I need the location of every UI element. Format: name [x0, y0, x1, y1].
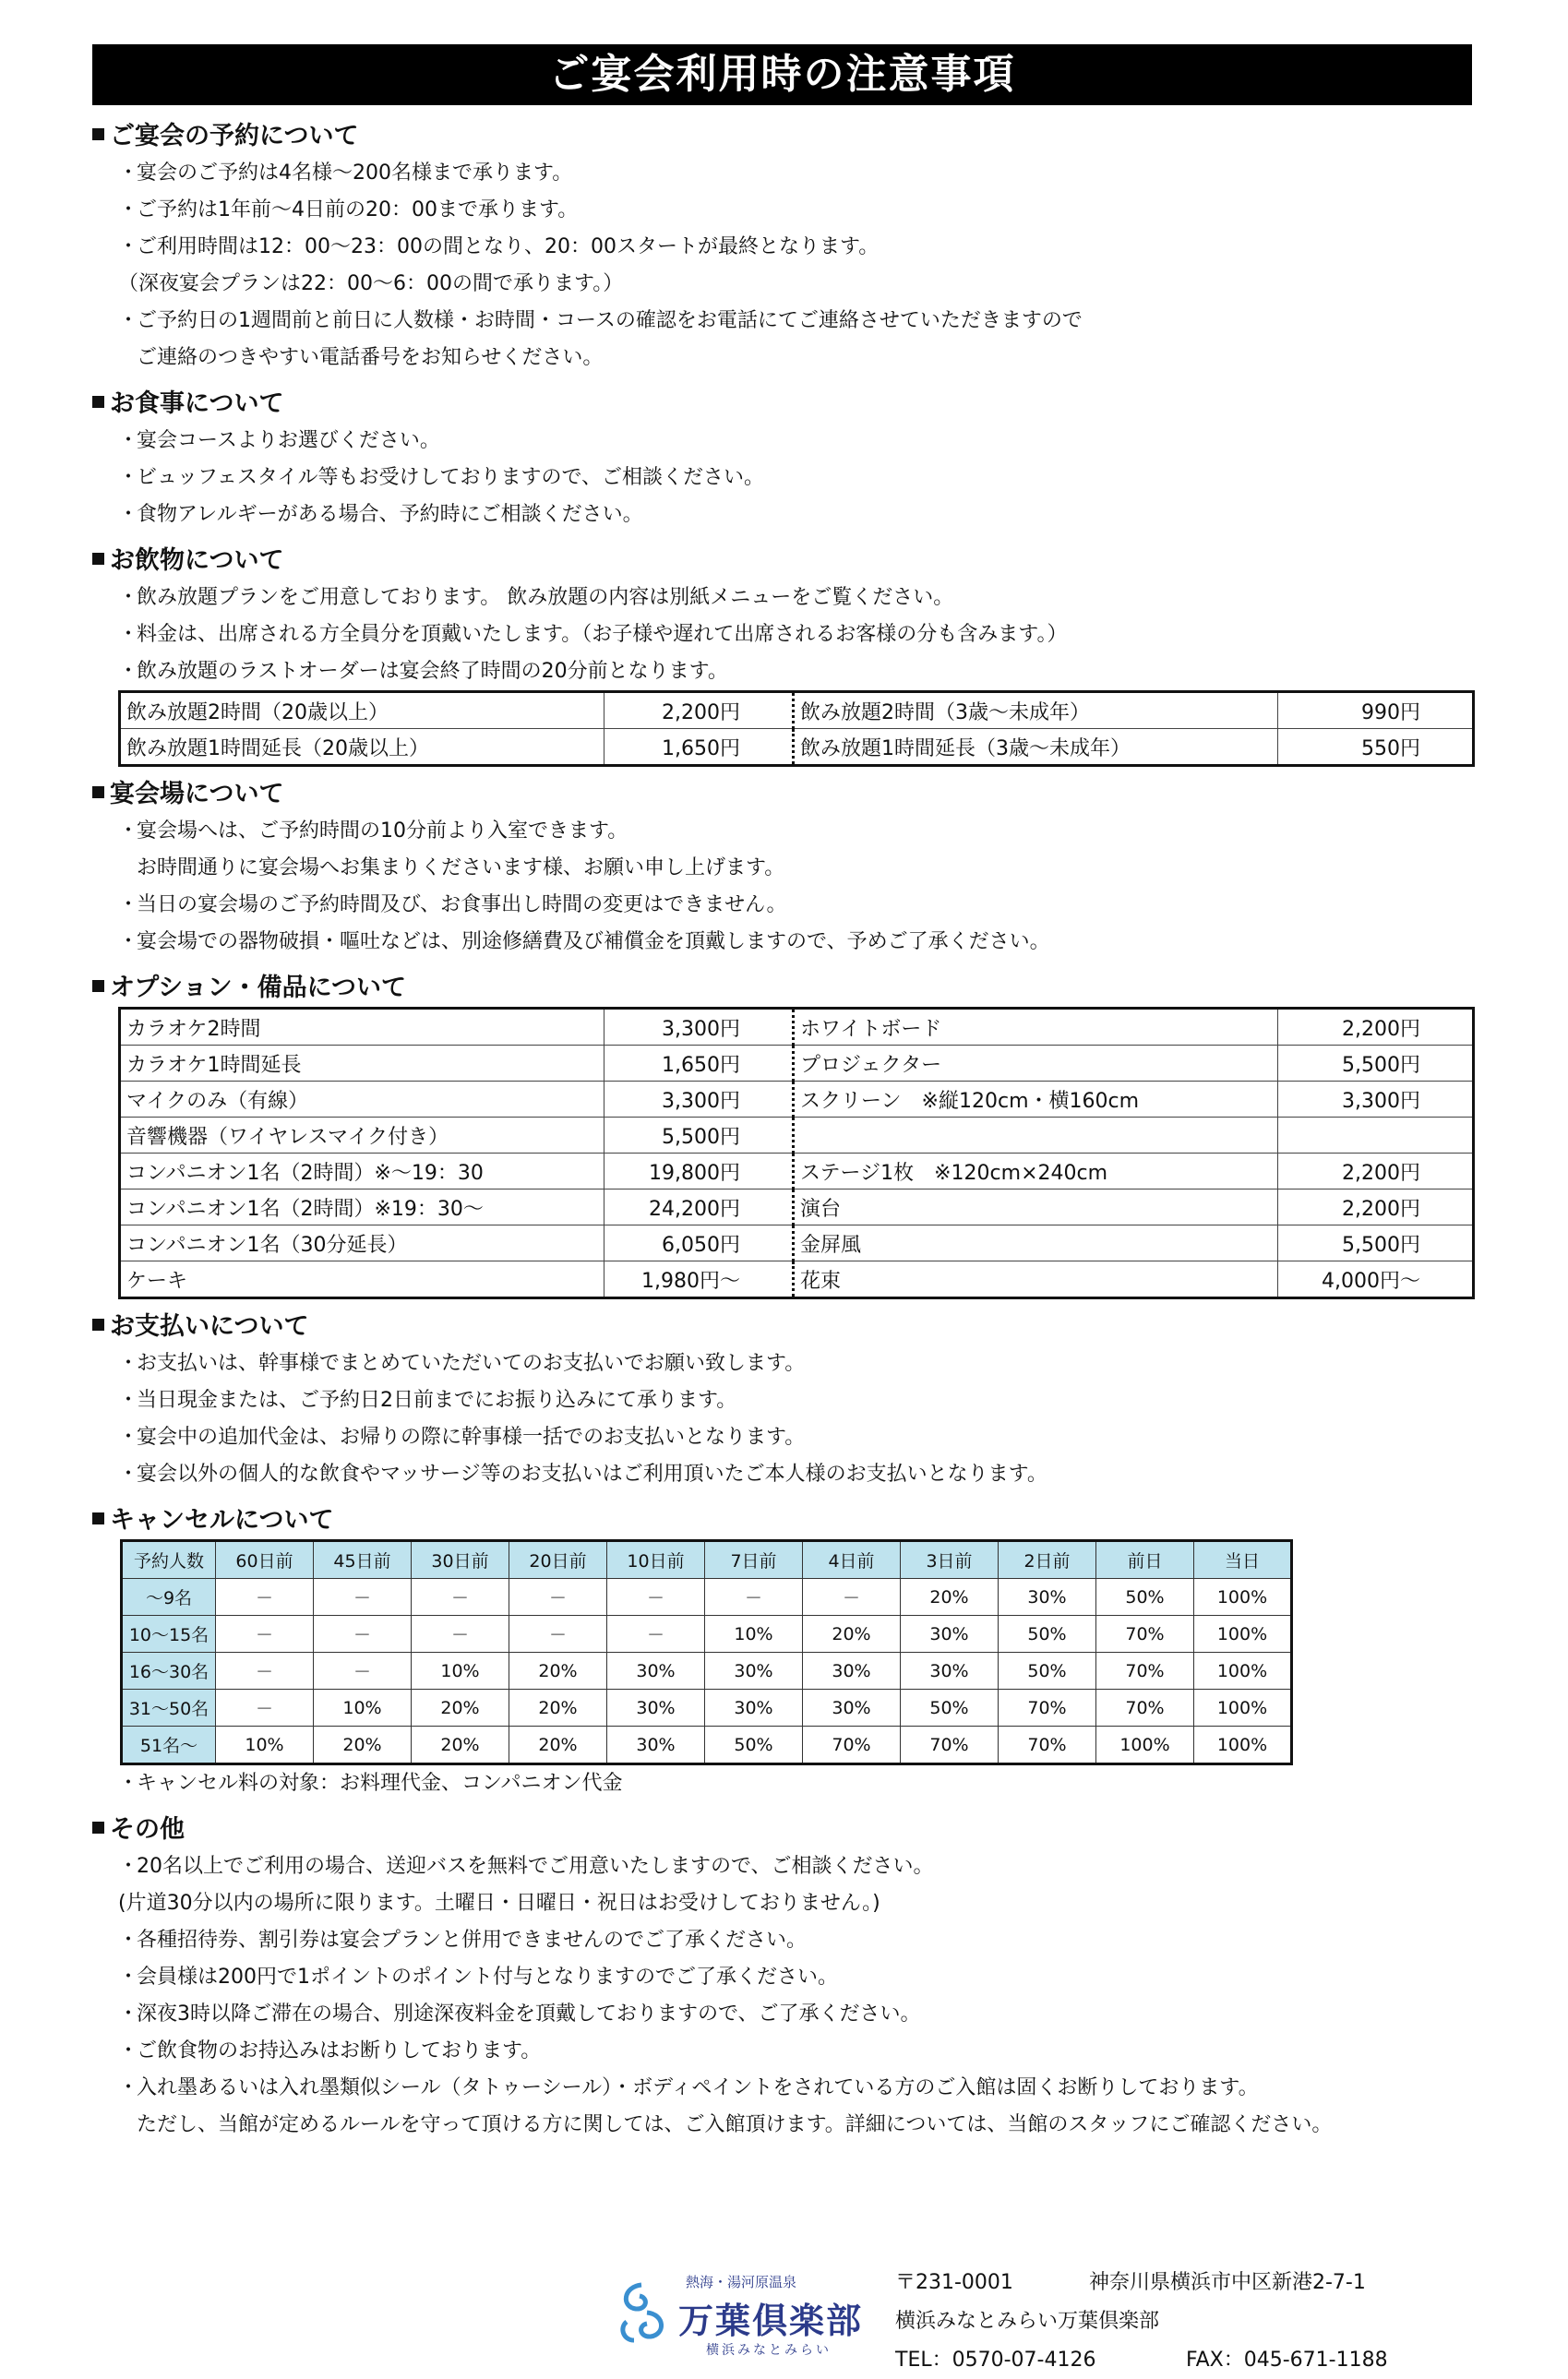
fee-cell: 20% [509, 1653, 607, 1690]
table-row [120, 1261, 1474, 1298]
list-item: ・ご予約日の1週間前と前日に人数様・お時間・コースの確認をお電話にてご連絡させていただきますので [118, 309, 1083, 332]
fee-cell: 50% [999, 1616, 1096, 1653]
section-heading-drinks: お飲物について [92, 543, 1472, 580]
fee-cell: 20% [803, 1616, 901, 1653]
column-header: 予約人数 [122, 1541, 216, 1579]
fee-cell: － [705, 1579, 803, 1616]
item-price-cell: 1,980円～ [604, 1261, 794, 1298]
list-item: （深夜宴会プランは22：00～6：00の間で承ります。） [118, 272, 624, 295]
fee-cell: 70% [803, 1727, 901, 1764]
fee-cell: 30% [999, 1579, 1096, 1616]
fee-cell: 20% [314, 1727, 412, 1764]
item-name-cell: 飲み放題2時間（3歳～未成年） [794, 692, 1278, 729]
square-bullet-icon [92, 553, 104, 565]
section-heading-venue: 宴会場について [92, 776, 1472, 813]
square-bullet-icon [92, 128, 104, 140]
row-header: 51名～ [122, 1727, 216, 1764]
fee-cell: 20% [509, 1727, 607, 1764]
row-header: 10～15名 [122, 1616, 216, 1653]
item-name-cell: コンパニオン1名（2時間）※～19：30 [120, 1154, 604, 1190]
list-item: ・お支払いは、幹事様でまとめていただいてのお支払いでお願い致します。 [118, 1352, 806, 1375]
square-bullet-icon [92, 980, 104, 992]
list-item: ・宴会コースよりお選びください。 [118, 429, 440, 452]
fee-cell: 30% [803, 1653, 901, 1690]
fee-cell: 100% [1096, 1727, 1194, 1764]
item-price-cell: 2,200円 [1278, 1154, 1474, 1190]
table-row [122, 1653, 1292, 1690]
fee-cell: 70% [1096, 1616, 1194, 1653]
item-name-cell: 飲み放題1時間延長（20歳以上） [120, 729, 604, 766]
fee-cell: 30% [803, 1690, 901, 1727]
item-price-cell: 5,500円 [604, 1118, 794, 1154]
fee-cell: 30% [705, 1653, 803, 1690]
item-price-cell [1278, 1118, 1474, 1154]
section-heading-other: その他 [92, 1811, 1472, 1848]
list-item: ・各種招待券、割引券は宴会プランと併用できませんのでご了承ください。 [118, 1929, 808, 1952]
postal-code: 〒231-0001 [895, 2271, 1013, 2294]
fee-cell: 70% [901, 1727, 999, 1764]
item-name-cell: ステージ1枚 ※120cm×240cm [794, 1154, 1278, 1190]
fee-cell: 10% [705, 1616, 803, 1653]
fee-cell: 100% [1194, 1727, 1292, 1764]
logo-name: 万葉倶楽部 [678, 2301, 864, 2341]
fee-cell: － [314, 1616, 412, 1653]
fee-cell: 10% [412, 1653, 509, 1690]
column-header: 3日前 [901, 1541, 999, 1579]
logo-tagline: 熱海・湯河原温泉 [686, 2274, 797, 2290]
table-row [120, 692, 1474, 729]
fee-cell: 70% [1096, 1653, 1194, 1690]
fee-cell: 20% [509, 1690, 607, 1727]
square-bullet-icon [92, 1512, 104, 1524]
table-row [120, 1046, 1474, 1082]
fee-cell: － [216, 1653, 314, 1690]
fee-cell: 100% [1194, 1653, 1292, 1690]
item-name-cell: 飲み放題1時間延長（3歳～未成年） [794, 729, 1278, 766]
fax-number: FAX：045-671-1188 [1186, 2349, 1388, 2372]
list-item: ・当日現金または、ご予約日2日前までにお振り込みにて承ります。 [118, 1389, 737, 1412]
item-price-cell: 550円 [1278, 729, 1474, 766]
column-header: 45日前 [314, 1541, 412, 1579]
fee-cell: 50% [1096, 1579, 1194, 1616]
fee-cell: － [509, 1579, 607, 1616]
fee-cell: 70% [1096, 1690, 1194, 1727]
item-price-cell: 2,200円 [604, 692, 794, 729]
item-price-cell: 2,200円 [1278, 1009, 1474, 1046]
table-row [120, 1118, 1474, 1154]
list-item: ご連絡のつきやすい電話番号をお知らせください。 [137, 346, 604, 369]
fee-cell: 30% [901, 1653, 999, 1690]
column-header: 20日前 [509, 1541, 607, 1579]
item-price-cell: 1,650円 [604, 729, 794, 766]
item-price-cell: 24,200円 [604, 1190, 794, 1225]
fee-cell: － [314, 1653, 412, 1690]
phone-number: TEL：0570-07-4126 [895, 2349, 1096, 2372]
logo-subtitle: 横浜みなとみらい [706, 2343, 832, 2358]
table-row [120, 1154, 1474, 1190]
table-row [120, 1082, 1474, 1118]
table-row [120, 1190, 1474, 1225]
row-header: 16～30名 [122, 1653, 216, 1690]
item-name-cell: 飲み放題2時間（20歳以上） [120, 692, 604, 729]
fee-cell: 30% [705, 1690, 803, 1727]
fee-cell: 10% [216, 1727, 314, 1764]
list-item: ・宴会場へは、ご予約時間の10分前より入室できます。 [118, 819, 628, 843]
item-name-cell: 花束 [794, 1261, 1278, 1298]
page-title: ご宴会利用時の注意事項 [92, 44, 1472, 105]
table-row [120, 1009, 1474, 1046]
list-item: ・会員様は200円で1ポイントのポイント付与となりますのでご了承ください。 [118, 1966, 838, 1989]
list-item: ・料金は、出席される方全員分を頂戴いたします。（お子様や遅れて出席されるお客様の分も含みます。） [118, 623, 1068, 646]
item-name-cell: マイクのみ（有線） [120, 1082, 604, 1118]
item-name-cell: コンパニオン1名（30分延長） [120, 1225, 604, 1261]
address: 神奈川県横浜市中区新港2-7-1 [1089, 2271, 1366, 2294]
item-name-cell: スクリーン ※縦120cm・横160cm [794, 1082, 1278, 1118]
column-header: 60日前 [216, 1541, 314, 1579]
fee-cell: 100% [1194, 1579, 1292, 1616]
facility-name: 横浜みなとみらい万葉倶楽部 [895, 2310, 1160, 2333]
fee-cell: － [216, 1579, 314, 1616]
list-item: ・ビュッフェスタイル等もお受けしておりますので、ご相談ください。 [118, 466, 765, 489]
fee-cell: 30% [607, 1690, 705, 1727]
list-item: (片道30分以内の場所に限ります。土曜日・日曜日・祝日はお受けしておりません。) [118, 1892, 880, 1915]
footer [92, 2259, 1472, 2379]
section-heading-cancel: キャンセルについて [92, 1502, 1472, 1539]
item-name-cell: カラオケ1時間延長 [120, 1046, 604, 1082]
list-item: ただし、当館が定めるルールを守って頂ける方に関しては、ご入館頂けます。詳細については、当館のスタッフにご確認ください。 [137, 2113, 1333, 2136]
row-header: ～9名 [122, 1579, 216, 1616]
cancel-fee-table [120, 1539, 1293, 1765]
item-name-cell [794, 1118, 1278, 1154]
table-row [122, 1616, 1292, 1653]
item-price-cell: 3,300円 [604, 1009, 794, 1046]
fee-cell: 20% [901, 1579, 999, 1616]
item-name-cell: 音響機器（ワイヤレスマイク付き） [120, 1118, 604, 1154]
item-price-cell: 3,300円 [604, 1082, 794, 1118]
item-price-cell: 1,650円 [604, 1046, 794, 1082]
list-item: ・ご予約は1年前～4日前の20：00まで承ります。 [118, 198, 579, 221]
table-row [122, 1690, 1292, 1727]
table-row [122, 1727, 1292, 1764]
fee-cell: － [216, 1616, 314, 1653]
item-price-cell: 3,300円 [1278, 1082, 1474, 1118]
list-item: ・宴会以外の個人的な飲食やマッサージ等のお支払いはご利用頂いたご本人様のお支払いとなります。 [118, 1463, 1047, 1486]
list-item: ・ご利用時間は12：00～23：00の間となり、20：00スタートが最終となります。 [118, 235, 880, 258]
column-header: 30日前 [412, 1541, 509, 1579]
section-heading-reservation: ご宴会の予約について [92, 118, 1472, 155]
table-row [120, 729, 1474, 766]
fee-cell: － [607, 1616, 705, 1653]
fee-cell: － [216, 1690, 314, 1727]
item-name-cell: カラオケ2時間 [120, 1009, 604, 1046]
fee-cell: 10% [314, 1690, 412, 1727]
fee-cell: 50% [999, 1653, 1096, 1690]
fee-cell: 100% [1194, 1616, 1292, 1653]
section-heading-meal: お食事について [92, 386, 1472, 423]
fee-cell: － [412, 1616, 509, 1653]
item-price-cell: 2,200円 [1278, 1190, 1474, 1225]
list-item: ・深夜3時以降ご滞在の場合、別途深夜料金を頂戴しておりますので、ご了承ください。 [118, 2002, 921, 2026]
item-price-cell: 19,800円 [604, 1154, 794, 1190]
section-heading-payment: お支払いについて [92, 1309, 1472, 1345]
list-item: ・入れ墨あるいは入れ墨類似シール（タトゥーシール）・ボディペイントをされている方のご入館は固くお断りしております。 [118, 2076, 1259, 2099]
section-heading-options: オプション・備品について [92, 970, 1472, 1007]
fee-cell: 70% [999, 1690, 1096, 1727]
table-row [122, 1579, 1292, 1616]
item-name-cell: ケーキ [120, 1261, 604, 1298]
item-price-cell: 5,500円 [1278, 1046, 1474, 1082]
column-header: 4日前 [803, 1541, 901, 1579]
fee-cell: － [412, 1579, 509, 1616]
item-name-cell: 金屏風 [794, 1225, 1278, 1261]
fee-cell: － [803, 1579, 901, 1616]
cancel-note: ・キャンセル料の対象：お料理代金、コンパニオン代金 [118, 1772, 623, 1795]
fee-cell: － [607, 1579, 705, 1616]
item-price-cell: 4,000円～ [1278, 1261, 1474, 1298]
fee-cell: 30% [607, 1653, 705, 1690]
fee-cell: 100% [1194, 1690, 1292, 1727]
item-name-cell: ホワイトボード [794, 1009, 1278, 1046]
item-name-cell: コンパニオン1名（2時間）※19：30～ [120, 1190, 604, 1225]
fee-cell: 30% [901, 1616, 999, 1653]
list-item: ・宴会のご予約は4名様～200名様まで承ります。 [118, 161, 573, 185]
column-header: 当日 [1194, 1541, 1292, 1579]
square-bullet-icon [92, 1822, 104, 1834]
fee-cell: 50% [705, 1727, 803, 1764]
fee-cell: 20% [412, 1727, 509, 1764]
fee-cell: 50% [901, 1690, 999, 1727]
notice-page [92, 44, 1472, 2372]
column-header: 7日前 [705, 1541, 803, 1579]
list-item: ・ご飲食物のお持込みはお断りしております。 [118, 2039, 542, 2062]
square-bullet-icon [92, 786, 104, 798]
row-header: 31～50名 [122, 1690, 216, 1727]
fee-cell: － [314, 1579, 412, 1616]
item-price-cell: 5,500円 [1278, 1225, 1474, 1261]
list-item: ・宴会中の追加代金は、お帰りの際に幹事様一括でのお支払いとなります。 [118, 1426, 806, 1449]
item-price-cell: 6,050円 [604, 1225, 794, 1261]
options-price-table [118, 1007, 1475, 1299]
table-row [120, 1225, 1474, 1261]
list-item: お時間通りに宴会場へお集まりくださいます様、お願い申し上げます。 [137, 856, 785, 879]
column-header: 10日前 [607, 1541, 705, 1579]
list-item: ・食物アレルギーがある場合、予約時にご相談ください。 [118, 503, 643, 526]
column-header: 2日前 [999, 1541, 1096, 1579]
fee-cell: 30% [607, 1727, 705, 1764]
item-name-cell: プロジェクター [794, 1046, 1278, 1082]
list-item: ・20名以上でご利用の場合、送迎バスを無料でご用意いたしますので、ご相談ください。 [118, 1855, 934, 1878]
list-item: ・飲み放題プランをご用意しております。 飲み放題の内容は別紙メニューをご覧ください。 [118, 586, 954, 609]
wave-logo-icon [614, 2276, 671, 2349]
fee-cell: 70% [999, 1727, 1096, 1764]
item-price-cell: 990円 [1278, 692, 1474, 729]
list-item: ・宴会場での器物破損・嘔吐などは、別途修繕費及び補償金を頂戴しますので、予めご了承ください。 [118, 930, 1050, 953]
column-header: 前日 [1096, 1541, 1194, 1579]
drinks-price-table [118, 690, 1475, 767]
square-bullet-icon [92, 1319, 104, 1331]
fee-cell: － [509, 1616, 607, 1653]
item-name-cell: 演台 [794, 1190, 1278, 1225]
list-item: ・飲み放題のラストオーダーは宴会終了時間の20分前となります。 [118, 660, 728, 683]
list-item: ・当日の宴会場のご予約時間及び、お食事出し時間の変更はできません。 [118, 893, 787, 916]
fee-cell: 20% [412, 1690, 509, 1727]
square-bullet-icon [92, 396, 104, 408]
manyo-club-logo [614, 2268, 863, 2361]
